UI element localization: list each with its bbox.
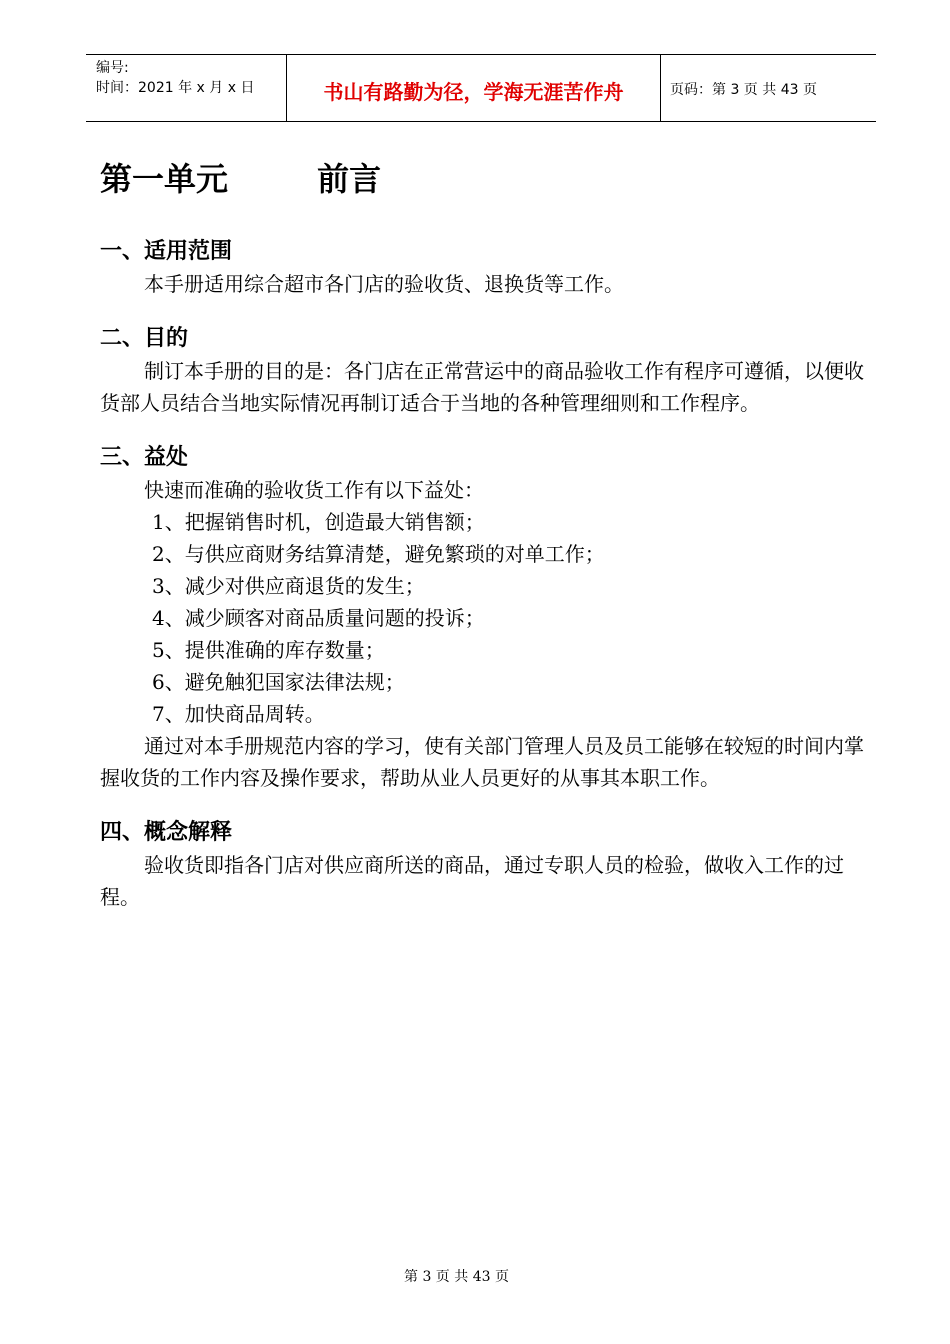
number-label: 编号: [96,60,129,76]
list-item: 5、提供准确的库存数量； [152,638,385,662]
time-label: 时间：2021 年 x 月 x 日 [96,80,255,96]
section-title-scope: 一、适用范围 [100,239,233,264]
paragraph: 制订本手册的目的是：各门店在正常营运中的商品验收工作有程序可遵循，以便收货部人员结合当地实际情况再制订适合于当地的各种管理细则和工作程序。 [100,359,864,415]
document-body [100,150,880,913]
list-item: 6、避免触犯国家法律法规； [152,670,405,694]
header-meta [86,55,287,121]
document-header [86,54,876,122]
paragraph: 验收货即指各门店对供应商所送的商品，通过专职人员的检验，做收入工作的过程。 [100,853,844,909]
paragraph: 通过对本手册规范内容的学习，使有关部门管理人员及员工能够在较短的时间内掌握收货的工作内容及操作要求，帮助从业人员更好的从事其本职工作。 [100,734,864,790]
header-page-info: 页码：第 3 页 共 43 页 [670,82,817,98]
list-item: 2、与供应商财务结算清楚，避免繁琐的对单工作； [152,542,605,566]
section-title-concept: 四、概念解释 [100,820,233,845]
list-item: 1、把握销售时机，创造最大销售额； [152,510,485,534]
list-item: 3、减少对供应商退货的发生； [152,574,425,598]
unit-title: 第一单元 前言 [100,160,382,198]
section-title-benefits: 三、益处 [100,445,189,470]
page-footer: 第 3 页 共 43 页 [404,1269,509,1285]
paragraph: 快速而准确的验收货工作有以下益处： [144,478,484,502]
list-item: 7、加快商品周转。 [152,702,325,726]
section-title-purpose: 二、目的 [100,326,189,351]
list-item: 4、减少顾客对商品质量问题的投诉； [152,606,485,630]
header-motto: 书山有路勤为径，学海无涯苦作舟 [287,55,661,121]
paragraph: 本手册适用综合超市各门店的验收货、退换货等工作。 [144,272,624,296]
